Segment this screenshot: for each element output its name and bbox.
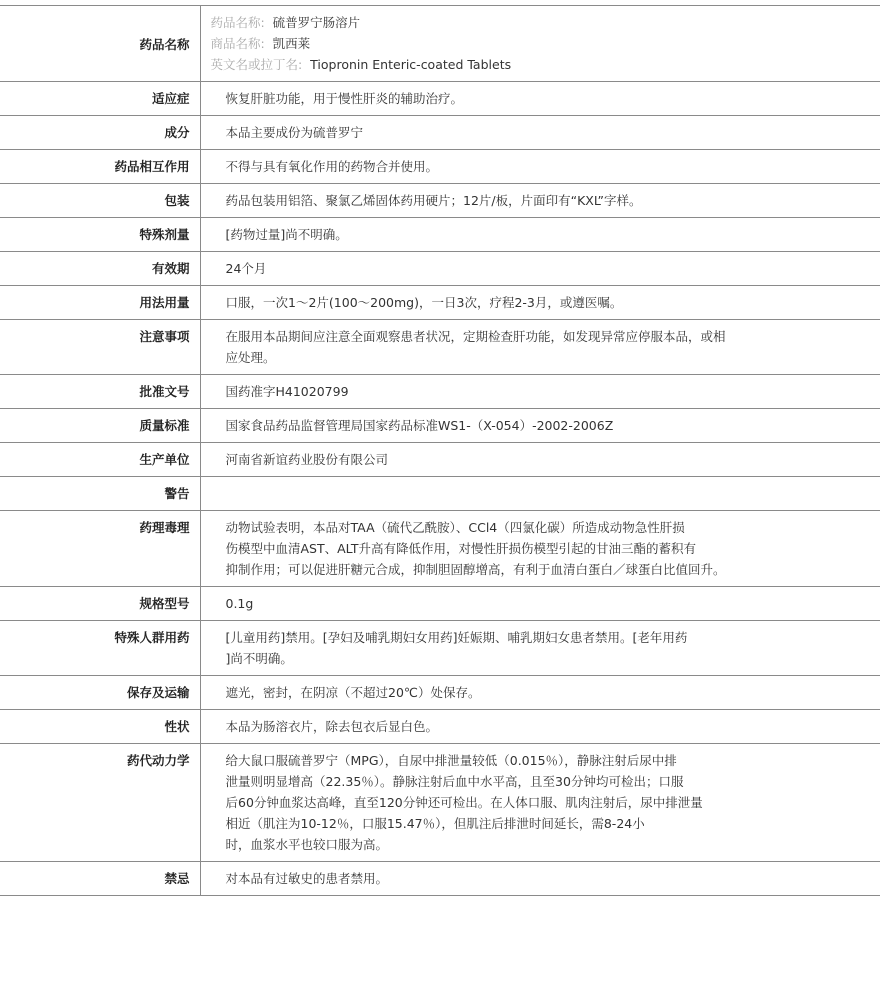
generic-name-value: 硫普罗宁肠溶片 <box>272 15 361 30</box>
row-label: 性状 <box>0 710 200 744</box>
table-row <box>0 621 880 676</box>
row-value <box>200 286 880 320</box>
row-value <box>200 443 880 477</box>
row-value-line: 时，血浆水平也较口服为高。 <box>225 837 389 852</box>
row-value-line: 24个月 <box>225 261 267 276</box>
row-label: 特殊剂量 <box>0 218 200 252</box>
table-row <box>0 511 880 587</box>
row-value <box>200 862 880 896</box>
table-row <box>0 375 880 409</box>
row-value-line: 国药准字H41020799 <box>225 384 349 399</box>
row-value-line: 应处理。 <box>225 350 276 365</box>
row-value <box>200 744 880 862</box>
row-value-line: 本品主要成份为硫普罗宁 <box>225 125 364 140</box>
row-value <box>200 587 880 621</box>
row-value-line <box>226 483 871 504</box>
row-value <box>200 320 880 375</box>
row-label: 批准文号 <box>0 375 200 409</box>
row-value-line: 相近（肌注为10-12％，口服15.47％），但肌注后排泄时间延长，需8-24小 <box>225 816 645 831</box>
row-value-line: 国家食品药品监督管理局国家药品标准WS1-（X-054）-2002-2006Z <box>225 418 614 433</box>
table-row <box>0 710 880 744</box>
row-value <box>200 676 880 710</box>
table-row <box>0 477 880 511</box>
row-label: 规格型号 <box>0 587 200 621</box>
table-row <box>0 252 880 286</box>
row-value-line: [儿童用药]禁用。[孕妇及哺乳期妇女用药]妊娠期、哺乳期妇女患者禁用。[老年用药 <box>225 630 688 645</box>
row-value <box>200 409 880 443</box>
row-value-line: 0.1g <box>225 596 254 611</box>
table-row <box>0 150 880 184</box>
row-label: 质量标准 <box>0 409 200 443</box>
row-label: 生产单位 <box>0 443 200 477</box>
row-value-line: 动物试验表明，本品对TAA（硫代乙酰胺）、CCl4（四氯化碳）所造成动物急性肝损 <box>225 520 685 535</box>
trade-name-value: 凯西莱 <box>272 36 311 51</box>
row-value <box>200 116 880 150</box>
table-row <box>0 443 880 477</box>
table-row <box>0 218 880 252</box>
row-value-line: 口服，一次1～2片(100～200mg)，一日3次，疗程2-3月，或遵医嘱。 <box>225 295 623 310</box>
row-value-line: 本品为肠溶衣片，除去包衣后显白色。 <box>225 719 439 734</box>
row-label: 适应症 <box>0 82 200 116</box>
english-name-value: Tiopronin Enteric-coated Tablets <box>310 57 512 72</box>
row-value <box>200 184 880 218</box>
row-value-line: 药品包装用铝箔、聚氯乙烯固体药用硬片；12片/板，片面印有“KXL”字样。 <box>225 193 642 208</box>
row-value-line: 不得与具有氧化作用的药物合并使用。 <box>225 159 439 174</box>
table-row <box>0 320 880 375</box>
row-value <box>200 710 880 744</box>
row-label: 药理毒理 <box>0 511 200 587</box>
row-value-line: 河南省新谊药业股份有限公司 <box>225 452 389 467</box>
row-label: 特殊人群用药 <box>0 621 200 676</box>
row-value-line: 后60分钟血浆达高峰，直至120分钟还可检出。在人体口服、肌肉注射后，尿中排泄量 <box>225 795 703 810</box>
row-value <box>200 150 880 184</box>
table-row <box>0 286 880 320</box>
row-label: 用法用量 <box>0 286 200 320</box>
row-value <box>200 477 880 511</box>
table-row <box>0 587 880 621</box>
row-value <box>200 82 880 116</box>
trade-name-key: 商品名称: <box>210 36 265 51</box>
table-row <box>0 862 880 896</box>
table-row <box>0 82 880 116</box>
generic-name-key: 药品名称: <box>210 15 265 30</box>
row-value-line: [药物过量]尚不明确。 <box>225 227 348 242</box>
row-value <box>200 252 880 286</box>
row-value-line: 对本品有过敏史的患者禁用。 <box>225 871 389 886</box>
english-name-key: 英文名或拉丁名: <box>210 57 303 72</box>
table-row <box>0 744 880 862</box>
table-row <box>0 6 880 82</box>
table-row <box>0 676 880 710</box>
row-label: 警告 <box>0 477 200 511</box>
row-value <box>200 511 880 587</box>
table-row <box>0 184 880 218</box>
row-value-line: 恢复肝脏功能，用于慢性肝炎的辅助治疗。 <box>225 91 464 106</box>
row-value-line: ]尚不明确。 <box>225 651 293 666</box>
row-value-line: 泄量则明显增高（22.35％）。静脉注射后血中水平高，且至30分钟均可检出；口服 <box>225 774 684 789</box>
row-label: 有效期 <box>0 252 200 286</box>
row-label: 成分 <box>0 116 200 150</box>
table-row <box>0 409 880 443</box>
row-value-line: 在服用本品期间应注意全面观察患者状况，定期检查肝功能，如发现异常应停服本品，或相 <box>225 329 726 344</box>
drug-name-cell <box>200 6 880 82</box>
row-label: 药代动力学 <box>0 744 200 862</box>
table-row <box>0 116 880 150</box>
row-value-line: 遮光，密封，在阴凉（不超过20℃）处保存。 <box>225 685 481 700</box>
row-label: 保存及运输 <box>0 676 200 710</box>
row-label: 禁忌 <box>0 862 200 896</box>
row-label-drug-name: 药品名称 <box>0 6 200 82</box>
row-value-line: 抑制作用；可以促进肝糖元合成，抑制胆固醇增高，有利于血清白蛋白／球蛋白比值回升。 <box>225 562 726 577</box>
row-value-line: 给大鼠口服硫普罗宁（MPG），自尿中排泄量较低（0.015％），静脉注射后尿中排 <box>225 753 677 768</box>
drug-spec-table <box>0 5 880 896</box>
row-label: 注意事项 <box>0 320 200 375</box>
row-label: 药品相互作用 <box>0 150 200 184</box>
row-value <box>200 375 880 409</box>
row-value-line: 伤模型中血清AST、ALT升高有降低作用，对慢性肝损伤模型引起的甘油三酯的蓄积有 <box>225 541 697 556</box>
row-value <box>200 621 880 676</box>
row-label: 包装 <box>0 184 200 218</box>
row-value <box>200 218 880 252</box>
